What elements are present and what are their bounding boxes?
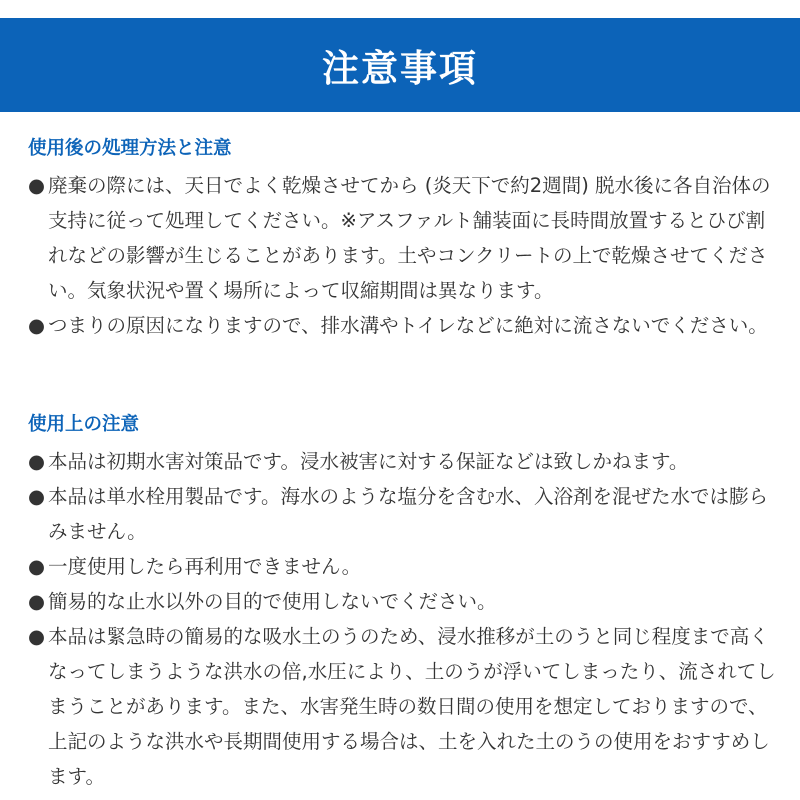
bullet-icon: ● [28,555,46,578]
bullet-icon: ● [28,450,46,473]
list-item [28,584,780,619]
item-text: 簡易的な止水以外の目的で使用しないでください。 [48,590,497,613]
item-text: 本品は単水栓用製品です。海水のような塩分を含む水、入浴剤を混ぜた水では膨らみません。 [48,485,768,543]
bullet-icon: ● [28,314,46,337]
item-text: 廃棄の際には、天日でよく乾燥させてから (炎天下で約2週間) 脱水後に各自治体の支持に従って処理してください。※アスファルト舗装面に長時間放置するとひび割れなどの影響が生じることがあります。土やコンクリートの上で乾燥させてください。気象状況や置く場所によって収縮期間は異なります。 [48,174,771,302]
bullet-icon: ● [28,625,46,648]
item-text: つまりの原因になりますので、排水溝やトイレなどに絶対に流さないでください。 [48,314,768,337]
usage-section [28,412,780,794]
item-text: 本品は緊急時の簡易的な吸水土のうのため、浸水推移が土のうと同じ程度まで高くなってしまうような洪水の倍,水圧により、土のうが浮いてしまったり、流されてしまうことがあります。また、水害発生時の数日間の使用を想定しておりますので、上記のような洪水や長期間使用する場合は、土を入れた土のうの使用をおすすめします。 [48,625,776,788]
bullet-icon: ● [28,590,46,613]
section-title-usage: 使用上の注意 [28,414,140,435]
list-item [28,549,780,584]
list-item [28,168,780,308]
list-item [28,619,780,794]
header-banner [0,18,800,112]
bullet-icon: ● [28,174,46,197]
list-item [28,479,780,549]
list-item [28,308,780,343]
disposal-section [28,136,780,343]
section-title-disposal: 使用後の処理方法と注意 [28,138,232,159]
bullet-icon: ● [28,485,46,508]
list-item [28,444,780,479]
item-text: 本品は初期水害対策品です。浸水被害に対する保証などは致しかねます。 [48,450,689,473]
item-text: 一度使用したら再利用できません。 [48,555,362,578]
page-title: 注意事項 [322,47,478,90]
